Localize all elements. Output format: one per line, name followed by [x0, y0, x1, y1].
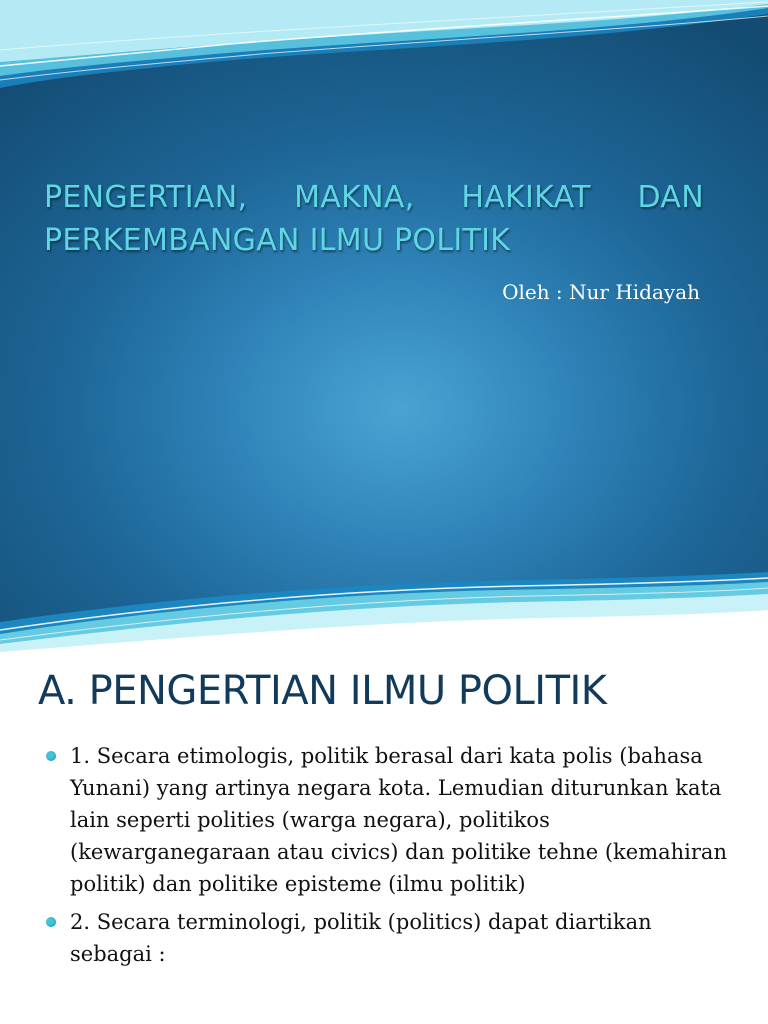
slide-title: PENGERTIAN, MAKNA, HAKIKAT DAN PERKEMBANGAN ILMU POLITIK [44, 180, 704, 258]
bullet-list [44, 740, 734, 976]
bullet-icon [46, 751, 56, 761]
decorative-top-waves [0, 0, 768, 100]
bullet-icon [46, 917, 56, 927]
list-item [44, 740, 734, 900]
bullet-text: 1. Secara etimologis, politik berasal dari kata polis (bahasa Yunani) yang artinya negara kota. Lemudian diturunkan kata lain seperti polities (warga negara), politikos (kewarganegaraan atau civics) dan politike tehne (kemahiran politik) dan politike episteme (ilmu politik) [70, 744, 727, 896]
section-heading: A. PENGERTIAN ILMU POLITIK [38, 668, 607, 714]
list-item [44, 906, 734, 970]
decorative-bottom-waves [0, 560, 768, 660]
bullet-text: 2. Secara terminologi, politik (politics) dapat diartikan sebagai : [70, 910, 652, 966]
slide-author: Oleh : Nur Hidayah [502, 280, 700, 304]
content-slide [0, 660, 768, 1024]
